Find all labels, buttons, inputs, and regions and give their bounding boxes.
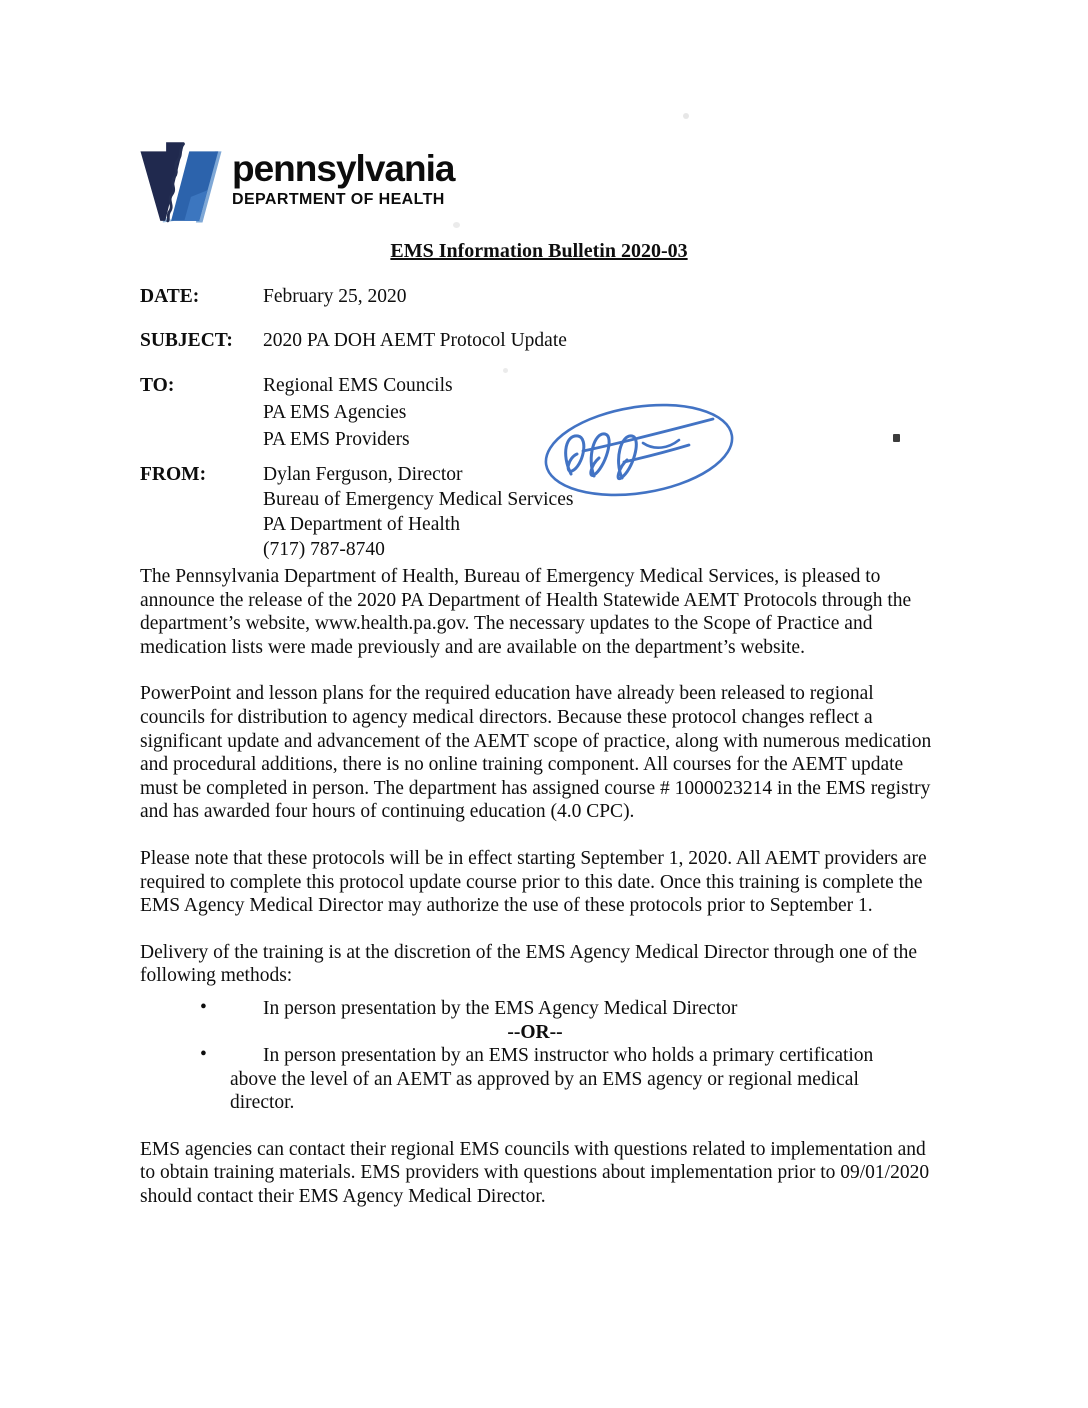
list-item [200,1044,920,1115]
subject-label: SUBJECT: [140,330,233,351]
from-label: FROM: [140,464,207,485]
paragraph-delivery-intro: Delivery of the training is at the discretion of the EMS Agency Medical Director through one of the following methods: [140,941,918,987]
date-row [140,284,860,310]
from-line: Bureau of Emergency Medical Services [263,489,574,510]
delivery-methods-list [140,997,942,1115]
paragraph-announcement: The Pennsylvania Department of Health, Bureau of Emergency Medical Services, is pleased to announce the release of the 2020 PA Department of Health Statewide AEMT Protocols through the department’s website, www.health.pa.gov. The necessary updates to the Scope of Practice and medication lists were made previously and are available on the department’s website. [140,566,912,658]
to-line: Regional EMS Councils [263,375,453,396]
to-line: PA EMS Agencies [263,402,407,423]
letter-header-fields [140,284,860,562]
date-label: DATE: [140,286,200,307]
keystone-caduceus-icon [138,136,224,228]
logo-wordmark [232,136,454,209]
to-line: PA EMS Providers [263,429,410,450]
pa-doh-logo [138,136,454,228]
bullet-icon: • [200,996,207,1018]
bulletin-title: EMS Information Bulletin 2020-03 [390,240,688,262]
scan-speck [893,434,900,442]
bullet-text: In person presentation by an EMS instructor who holds a primary certification above the level of an AEMT as approved by an EMS agency or regional medical director. [230,1045,874,1114]
letter-body [140,565,942,1232]
or-separator: --OR-- [507,1021,563,1043]
from-line: Dylan Ferguson, Director [263,464,463,485]
bullet-icon: • [200,1044,207,1066]
list-item [200,996,920,1021]
to-row [140,372,860,453]
scan-speck [683,113,689,119]
subject-row [140,328,860,354]
paragraph-training: PowerPoint and lesson plans for the required education have already been released to regional councils for distribution to agency medical directors. Because these protocol changes reflect a significant update and advancement of the AEMT scope of practice, along with numerous medication and procedural additions, there is no online training component. All courses for the AEMT update must be completed in person. The department has assigned course # 1000023214 in the EMS registry and has awarded four hours of continuing education (4.0 CPC). [140,683,932,823]
bullet-text: In person presentation by the EMS Agency Medical Director [263,997,738,1019]
from-row [140,462,860,562]
to-label: TO: [140,375,175,396]
logo-department-text: DEPARTMENT OF HEALTH [232,191,445,208]
from-line: PA Department of Health [263,514,460,535]
date-value: February 25, 2020 [263,286,407,307]
paragraph-contact: EMS agencies can contact their regional EMS councils with questions related to implementation and to obtain training materials. EMS providers with questions about implementation prior to 09/01/2020 should contact their EMS Agency Medical Director. [140,1138,930,1208]
logo-brand-text: pennsylvania [232,148,455,189]
scan-speck [453,222,460,228]
paragraph-effective-date: Please note that these protocols will be in effect starting September 1, 2020. All AEMT providers are required to complete this protocol update course prior to this date. Once this training is complete the EMS Agency Medical Director may authorize the use of these protocols prior to September 1. [140,847,927,917]
scan-speck [503,368,508,373]
subject-value: 2020 PA DOH AEMT Protocol Update [263,330,567,351]
to-value [263,372,453,453]
from-line: (717) 787-8740 [263,539,385,560]
from-value [263,462,573,562]
